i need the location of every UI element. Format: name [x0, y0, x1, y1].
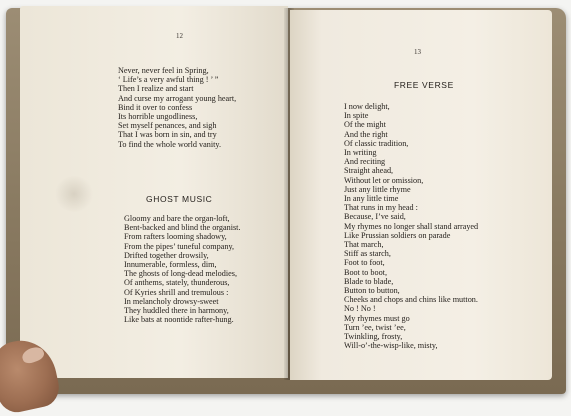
poem-line: Like bats at noontide rafter-hung. — [124, 315, 234, 325]
poem-line: Drifted together drowsily, — [124, 250, 209, 260]
poem-line: My rhymes no longer shall stand arrayed — [344, 221, 479, 231]
poem-line: From rafters looming shadowy, — [124, 232, 227, 242]
poem-line: Cheeks and chops and chins like mutton. — [344, 295, 478, 305]
free-verse-title: FREE VERSE — [394, 80, 454, 90]
left-page — [20, 6, 288, 378]
poem-line: Innumerable, formless, dim, — [124, 260, 217, 270]
poem-line: In any little time — [344, 194, 399, 204]
poem-line: Bent-backed and blind the organist. — [124, 223, 241, 233]
poem-line: In melancholy drowsy-sweet — [124, 296, 219, 306]
right-page-number: 13 — [414, 48, 421, 56]
right-page — [290, 10, 552, 380]
poem-line: Gloomy and bare the organ-loft, — [124, 214, 230, 223]
left-poem-continuation — [118, 66, 236, 149]
poem-line: Of Kyries shrill and tremulous : — [124, 287, 229, 297]
ghost-music-poem — [124, 214, 241, 324]
poem-line: That march, — [344, 240, 384, 250]
poem-line: I now delight, — [344, 102, 390, 111]
poem-line: Turn ’ee, twist ’ee, — [344, 322, 406, 332]
poem-line: Bind it over to confess — [118, 102, 193, 112]
free-verse-poem — [344, 102, 478, 350]
poem-line: Will-o’-the-wisp-like, misty, — [344, 341, 438, 351]
poem-line: Of anthems, stately, thunderous, — [124, 278, 230, 288]
poem-line: Foot to foot, — [344, 258, 385, 268]
ghost-music-title: GHOST MUSIC — [146, 194, 213, 204]
poem-line: And the right — [344, 129, 388, 139]
poem-line: Like Prussian soldiers on parade — [344, 230, 451, 240]
poem-line: My rhymes must go — [344, 313, 410, 323]
poem-line: Just any little rhyme — [344, 184, 411, 194]
poem-line: In writing — [344, 148, 377, 158]
poem-line: Button to button, — [344, 286, 400, 296]
poem-line: No ! No ! — [344, 304, 376, 314]
poem-line: Set myself penances, and sigh — [118, 121, 217, 131]
poem-line: ‘ Life’s a very awful thing ! ’ ” — [118, 75, 219, 85]
poem-line: Twinkling, frosty, — [344, 332, 403, 342]
poem-line: And curse my arrogant young heart, — [118, 93, 237, 103]
page-stain — [54, 176, 94, 212]
poem-line: To find the whole world vanity. — [118, 139, 222, 149]
poem-line: Its horrible ungodliness, — [118, 112, 198, 122]
poem-line: Never, never feel in Spring, — [118, 66, 209, 75]
poem-line: Then I realize and start — [118, 84, 194, 94]
poem-line: That runs in my head : — [344, 203, 418, 213]
poem-line: Straight ahead, — [344, 166, 394, 176]
poem-line: And reciting — [344, 157, 386, 167]
poem-line: In spite — [344, 111, 369, 121]
poem-line: Boot to boot, — [344, 267, 387, 277]
poem-line: Blade to blade, — [344, 276, 394, 286]
poem-line: From the pipes’ tuneful company, — [124, 241, 235, 251]
left-page-number: 12 — [176, 32, 183, 40]
poem-line: Of the might — [344, 120, 386, 130]
poem-line: Stiff as starch, — [344, 249, 391, 259]
poem-line: The ghosts of long-dead melodies, — [124, 269, 238, 279]
poem-line: Of classic tradition, — [344, 138, 409, 148]
poem-line: That I was born in sin, and try — [118, 130, 217, 140]
poem-line: They huddled there in harmony, — [124, 306, 229, 316]
poem-line: Without let or omission, — [344, 175, 424, 185]
poem-line: Because, I’ve said, — [344, 212, 406, 222]
